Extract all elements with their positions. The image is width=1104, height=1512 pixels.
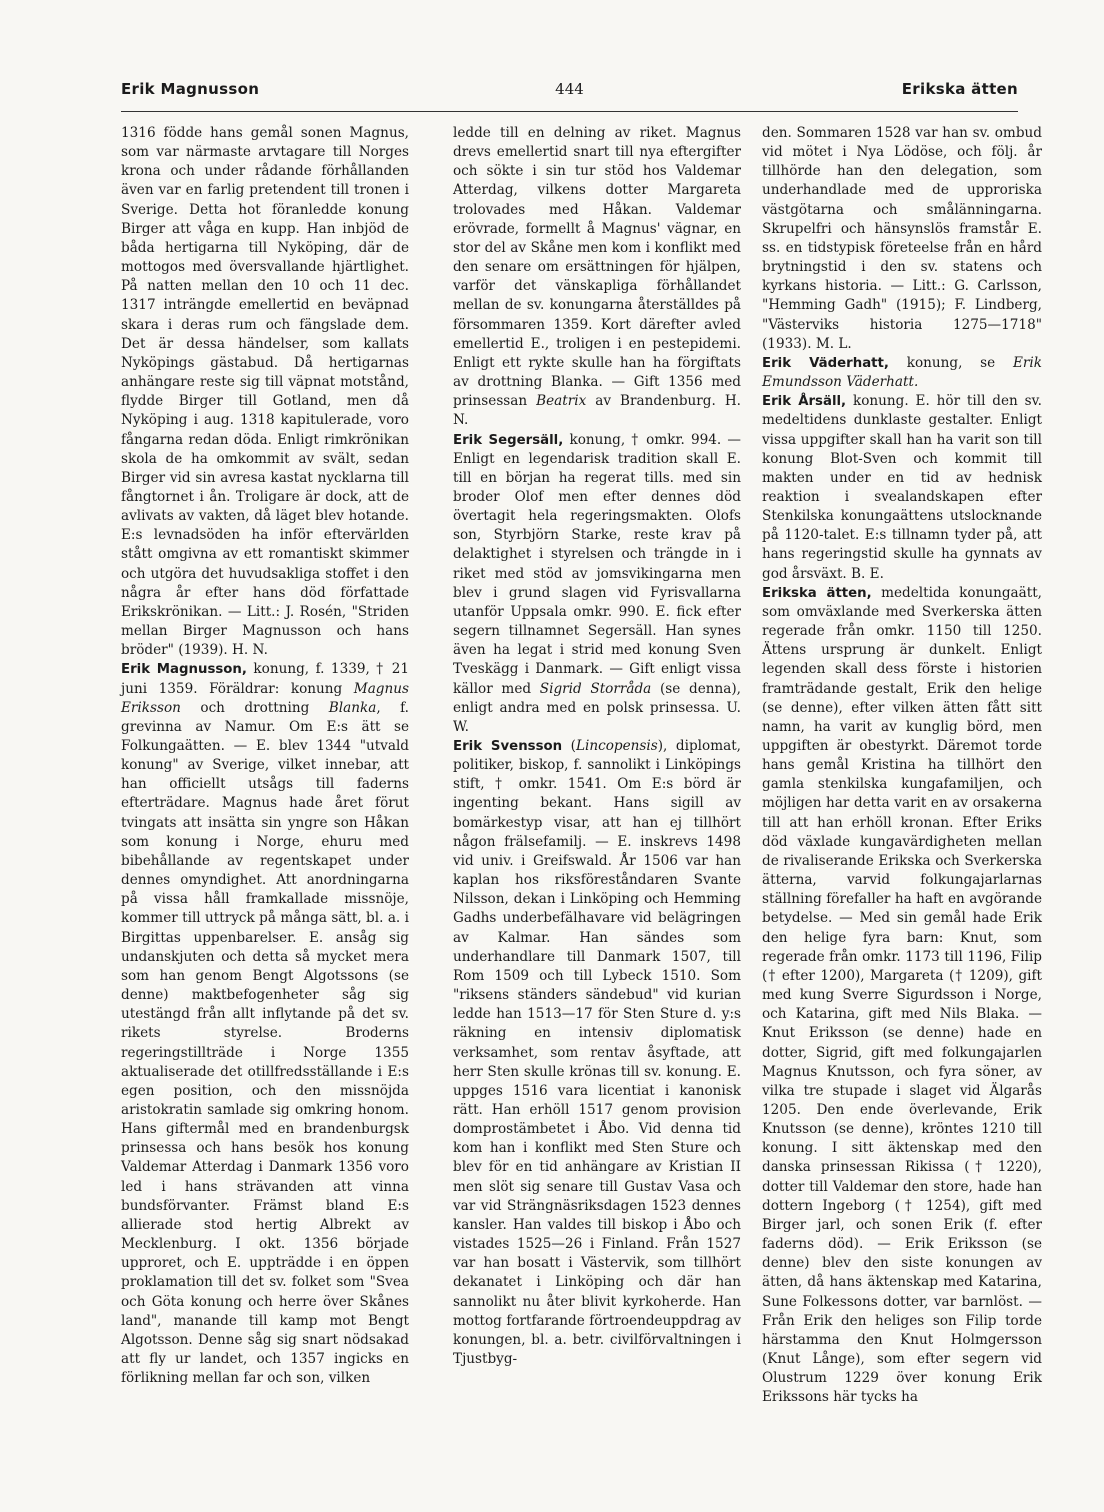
entry-headword: Erik Svensson — [453, 739, 563, 754]
entry-paragraph — [762, 354, 1042, 392]
running-header — [121, 80, 1018, 104]
italic-text: Magnus Eriksson — [121, 680, 409, 716]
italic-text: Beatrix — [536, 393, 587, 410]
italic-text: Erik Emundsson Väderhatt. — [762, 354, 1042, 391]
entry-paragraph — [762, 584, 1042, 1408]
header-rule — [121, 111, 1018, 112]
body-text: ledde till en delning av riket. Magnus drevs emellertid snart till nya eftergifter och sökte i sin tur stöd hos Valdemar Atterdag, vilkens dotter Margareta trolovades med Håkan. Valdemar erövrade, formellt å Magnus' vägnar, en stor del av Skåne men kom i konflikt med den senare om ersättningen för hjälpen, varför det vänskapliga förhållandet mellan de sv. konungarna återställdes på försommaren 1359. Kort därefter avled emellertid E., troligen i en pestepidemi. Enligt ett rykte skulle han ha förgiftats av drottning Blanka. — Gift 1356 med prinsessan — [453, 125, 741, 410]
italic-text: Lincopensis — [575, 738, 658, 754]
entry-paragraph — [453, 431, 741, 738]
body-text: konung, f. 1339, † 21 juni 1359. Föräldrar: konung — [121, 661, 409, 697]
header-right-title: Erikska ätten — [901, 80, 1018, 98]
body-text: av Brandenburg. H. N. — [453, 393, 741, 429]
body-text: konung. E. hör till den sv. medeltidens dunklaste gestalter. Enligt vissa uppgifter skall han ha varit son till konung Blot-Sven och kommit till makten under en tid av hednisk reaktion i svealandskapen efter Stenkilska konungaättens utslocknande på 1120-talet. E:s tillnamn tyder på, att hans regeringstid skulle ha gynnats av god årsväxt. B. E. — [762, 393, 1042, 582]
entry-headword: Erikska ätten, — [762, 585, 872, 601]
page-number: 444 — [555, 80, 584, 98]
body-text: ( — [562, 738, 576, 754]
body-text: medeltida konungaätt, som omväxlande med Sverkerska ätten regerade från omkr. 1150 till 1250. Ättens ursprung är dunkelt. Enligt legenden skall dess förste i historien framträdande gestalt, Erik den helige (se denne), efter vilken ätten fått sitt namn, ha varit av kunglig börd, men uppgiften är obestyrkt. Däremot torde hans gemål Kristina ha tillhört den gamla stenkilska kungafamiljen, och möjligen har detta varit en av orsakerna till att han erhöll kronan. Efter Eriks död växlade kungavärdigheten mellan de rivaliserande Erikska och Sverkerska ätterna, varvid folkungajarlarnas ställning förefaller ha haft en avgörande betydelse. — Med sin gemål hade Erik den helige fyra barn: Knut, som regerade från omkr. 1173 till 1196, Filip († efter 1200), Margareta († 1209), gift med kung Sverre Sigurdsson i Norge, och Katarina, gift med Nils Blaka. — Knut Eriksson (se denne) hade en dotter, Sigrid, gift med folkungajarlen Magnus Knutsson, och fyra söner, av vilka tre stupade i slaget vid Älgarås 1205. Den ende överlevande, Erik Knutsson (se denne), kröntes 1210 till konung. I sitt äktenskap med den danska prinsessan Rikissa († 1220), dotter till Valdemar den store, hade han dottern Ingeborg († 1254), gift med Birger jarl, och sonen Erik (f. efter faderns död). — Erik Eriksson (se denne) blev den siste konungen av ätten, då hans äktenskap med Katarina, Sune Folkessons dotter, var barnlöst. — Från Erik den heliges son Filip torde härstamma den Knut Holmgersson (Knut Långe), som efter segern vid Olustrum 1229 över konung Erik Erikssons här tycks ha — [762, 584, 1042, 1406]
entry-paragraph — [762, 124, 1042, 354]
entry-headword: Erik Årsäll, — [762, 394, 847, 410]
body-text: konung, se — [888, 354, 1013, 371]
body-text: , f. grevinna av Namur. Om E:s ätt se Folkungaätten. — E. blev 1344 "utvald konung" av Sverige, vilket innebar, att han officiellt utsågs till faderns efterträdare. Magnus hade året förut tvingats att insätta sin yngre son Håkan som konung i Norge, ehuru med bibehållande av regentskapet under dennes omyndighet. Att anordningarna på vissa håll framkallade missnöje, kommer till uttryck på många sätt, bl. a. i Birgittas uppenbarelser. E. ansåg sig undanskjuten och detta så mycket mera som han genom Bengt Algotssons (se denne) maktbefogenheter såg sig utestängd från allt inflytande på det sv. rikets styrelse. Broderns regeringstillträde i Norge 1355 aktualiserade det otillfredsställande i E:s egen position, och den missnöjda aristokratin samlade sig omkring honom. Hans giftermål med en brandenburgsk prinsessa och hans besök hos konung Valdemar Atterdag i Danmark 1356 voro led i hans strävanden att vinna bundsförvanter. Främst bland E:s allierade stod hertig Albrekt av Mecklenburg. I okt. 1356 började upproret, och E. uppträdde i en öppen proklamation till det sv. folket som "Svea och Göta konung och herre över Skånes land", manande till kamp mot Bengt Algotsson. Denne såg sig snart nödsakad att fly ur landet, och 1357 ingicks en förlikning mellan far och son, vilken — [121, 699, 409, 1387]
entry-paragraph — [121, 124, 409, 660]
header-left-title: Erik Magnusson — [121, 80, 260, 98]
body-text: (se denna), enligt andra med en polsk prinsessa. U. W. — [453, 680, 742, 735]
body-text: konung, † omkr. 994. — Enligt en legendarisk tradition skall E. till en början ha regerat tills. med sin broder Olof men efter dennes död övertagit hela regeringsmakten. Olofs son, Styrbjörn Starke, reste krav på delaktighet i styrelsen och trängde in i riket med stöd av jomsvikingarna men blev i grund slagen vid Fyrisvallarna utanför Uppsala omkr. 990. E. fick efter segern tillnamnet Segersäll. Han synes även ha legat i strid med konung Sven Tveskägg i Danmark. — Gift enligt vissa källor med — [453, 431, 742, 697]
entry-headword: Erik Väderhatt, — [762, 355, 889, 371]
italic-text: Blanka — [328, 699, 377, 716]
entry-paragraph — [121, 660, 409, 1388]
text-column-2 — [453, 124, 741, 1369]
entry-headword: Erik Magnusson, — [121, 662, 247, 678]
body-text: 1316 födde hans gemål sonen Magnus, som var närmaste arvtagare till Norges krona och under rådande förhållanden även var en farlig pretendent till tronen i Sverige. Detta hot föranledde konung Birger att våga en kupp. Han inbjöd de båda hertigarna till Nyköping, där de mottogos med översvallande hjärtlighet. På natten mellan den 10 och 11 dec. 1317 inträngde emellertid en beväpnad skara i deras rum och fängslade dem. Det är dessa händelser, som kallats Nyköpings gästabud. Då hertigarnas anhängare reste sig till väpnat motstånd, flydde Birger till Gotland, men då Nyköping i aug. 1318 kapitulerade, voro fångarna redan döda. Enligt rimkrönikan skola de ha omkommit av svält, sedan Birger vid sin avresa kastat nycklarna till fångtornet i ån. Troligare är dock, att de avlivats av vakten, då läget blev hotande. E:s levnadsöden ha inför eftervärlden stått omgivna av ett romantiskt skimmer och utgöra det huvudsakliga stoffet i den några år efter hans död författade Erikskrönikan. — Litt.: J. Rosén, "Striden mellan Birger Magnusson och hans bröder" (1939). H. N. — [121, 125, 409, 659]
entry-paragraph — [453, 124, 741, 431]
text-column-1 — [121, 124, 409, 1388]
body-text: ), diplomat, politiker, biskop, f. sannolikt i Linköpings stift, † omkr. 1541. Om E:s börd är ingenting bekant. Hans sigill av bomärkestyp visar, att han ej tillhört någon frälsefamilj. — E. inskrevs 1498 vid univ. i Greifswald. År 1506 var han kaplan hos riksföreståndaren Svante Nilsson, dekan i Linköping och Hemming Gadhs underbefälhavare vid belägringen av Kalmar. Han sändes som underhandlare till Danmark 1507, till Rom 1509 och till Lybeck 1510. Som "riksens ständers sändebud" vid kurian ledde han 1513—17 för Sten Sture d. y:s räkning en intensiv diplomatisk verksamhet, som rentav åsyftade, att herr Sten skulle krönas till sv. konung. E. uppges 1516 vara licentiat i kanonisk rätt. Han erhöll 1517 genom provision domprostämbetet i Åbo. Vid denna tid kom han i konflikt med Sten Sture och blev för en tid anhängare av Kristian II men slöt sig senare till Gustav Vasa och var vid Strängnäsriksdagen 1523 dennes kansler. Han valdes till biskop i Åbo och vistades 1525—26 i Finland. Från 1527 var han bosatt i Västervik, som tillhört dekanatet i Linköping och där han sannolikt nu åter blivit kyrkoherde. Han mottog fortfarande förtroendeuppdrag av konungen, bl. a. betr. civilförvaltningen i Tjustbyg- — [453, 738, 741, 1367]
body-text: och drottning — [180, 699, 329, 716]
entry-paragraph — [453, 737, 741, 1369]
text-column-3 — [762, 124, 1042, 1407]
body-text: den. Sommaren 1528 var han sv. ombud vid mötet i Nya Lödöse, och följ. år tillhörde han den delegation, som underhandlade med de upproriska västgötarna och smålänningarna. Skrupelfri och hänsynslös framstår E. ss. en tidstypisk företeelse från en hård brytningstid i den sv. statens och kyrkans historia. — Litt.: G. Carlsson, "Hemming Gadh" (1915); F. Lindberg, "Västerviks historia 1275—1718" (1933). M. L. — [762, 125, 1042, 352]
entry-headword: Erik Segersäll, — [453, 432, 564, 448]
italic-text: Sigrid Storråda — [539, 680, 652, 697]
entry-paragraph — [762, 392, 1042, 584]
